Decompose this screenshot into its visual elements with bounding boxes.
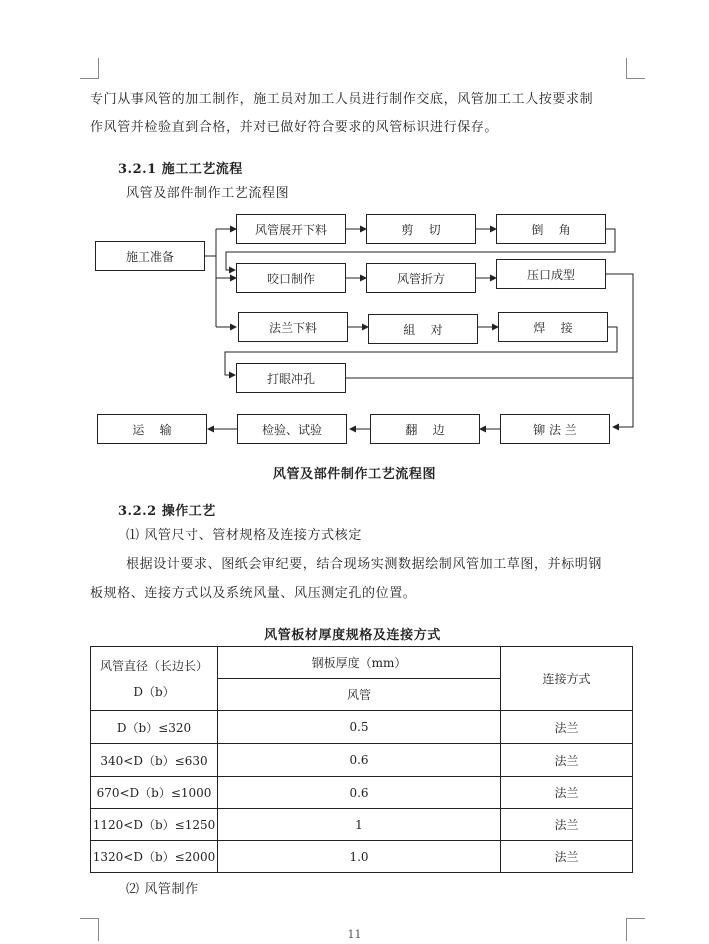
- table-row: [91, 809, 633, 841]
- intro-line-2: 作风管并检验直到合格，并对已做好符合要求的风管标识进行保存。: [90, 120, 499, 135]
- flow-box-row1-2: 剪 切: [366, 214, 476, 244]
- connection-cell: 法兰: [501, 777, 633, 809]
- thickness-cell: 0.6: [218, 777, 501, 809]
- flow-box-row1-1: 风管展开下料: [236, 214, 346, 244]
- thickness-spec-table: [90, 646, 633, 873]
- header-diameter-line-2: D（b）: [133, 684, 175, 699]
- range-cell: 340<D（b）≤630: [91, 744, 218, 777]
- item-2: ⑵ 风管制作: [126, 882, 199, 897]
- range-cell: D（b）≤320: [91, 711, 218, 744]
- header-diameter-line-1: 风管直径（长边长）: [99, 658, 208, 673]
- page-number: 11: [347, 928, 362, 941]
- header-diameter: [91, 647, 218, 711]
- header-connection: 连接方式: [501, 647, 633, 711]
- connection-cell: 法兰: [501, 809, 633, 841]
- table-row: [91, 744, 633, 777]
- thickness-cell: 1: [218, 809, 501, 841]
- range-cell: 1120<D（b）≤1250: [91, 809, 218, 841]
- section-heading-3-2-1: 3.2.1 施工工艺流程: [118, 162, 243, 177]
- flow-box-row5-1: 运 输: [97, 414, 207, 444]
- thickness-cell: 0.5: [218, 711, 501, 744]
- flow-box-row2-1: 咬口制作: [236, 263, 346, 293]
- header-thickness: 钢板厚度（mm）: [218, 647, 501, 679]
- thickness-cell: 0.6: [218, 744, 501, 777]
- flow-box-row3-2: 組 对: [368, 314, 478, 344]
- flowchart-caption: 风管及部件制作工艺流程图: [272, 467, 437, 482]
- connection-cell: 法兰: [501, 744, 633, 777]
- flow-box-row5-3: 翻 边: [370, 414, 480, 444]
- flow-box-row2-3: 压口成型: [496, 259, 606, 289]
- connection-cell: 法兰: [501, 711, 633, 744]
- thickness-cell: 1.0: [218, 841, 501, 873]
- flow-box-row5-2: 检验、试验: [237, 414, 347, 444]
- section-heading-3-2-2: 3.2.2 操作工艺: [118, 504, 216, 519]
- flowchart-subheading: 风管及部件制作工艺流程图: [126, 186, 290, 201]
- table-title: 风管板材厚度规格及连接方式: [264, 628, 441, 643]
- flow-box-start: 施工准备: [95, 241, 205, 271]
- table-row: [91, 777, 633, 809]
- range-cell: 1320<D（b）≤2000: [91, 841, 218, 873]
- flow-box-row3-3: 焊 接: [498, 312, 608, 342]
- header-duct: 风管: [218, 679, 501, 711]
- flow-box-row5-4: 铆 法 兰: [500, 414, 610, 444]
- para-line-1: 根据设计要求、图纸会审纪要，结合现场实测数据绘制风管加工草图，并标明钢: [126, 557, 603, 572]
- connection-cell: 法兰: [501, 841, 633, 873]
- table-row: [91, 711, 633, 744]
- table-row: [91, 841, 633, 873]
- item-1: ⑴ 风管尺寸、管材规格及连接方式核定: [126, 528, 362, 543]
- para-line-2: 板规格、连接方式以及系统风量、风压测定孔的位置。: [90, 586, 417, 601]
- flow-box-row3-1: 法兰下料: [238, 312, 348, 342]
- flow-box-row4-1: 打眼冲孔: [236, 363, 346, 393]
- range-cell: 670<D（b）≤1000: [91, 777, 218, 809]
- intro-line-1: 专门从事风管的加工制作，施工员对加工人员进行制作交底，风管加工工人按要求制: [90, 92, 594, 107]
- flow-box-row1-3: 倒 角: [496, 214, 606, 244]
- flow-box-row2-2: 风管折方: [366, 263, 476, 293]
